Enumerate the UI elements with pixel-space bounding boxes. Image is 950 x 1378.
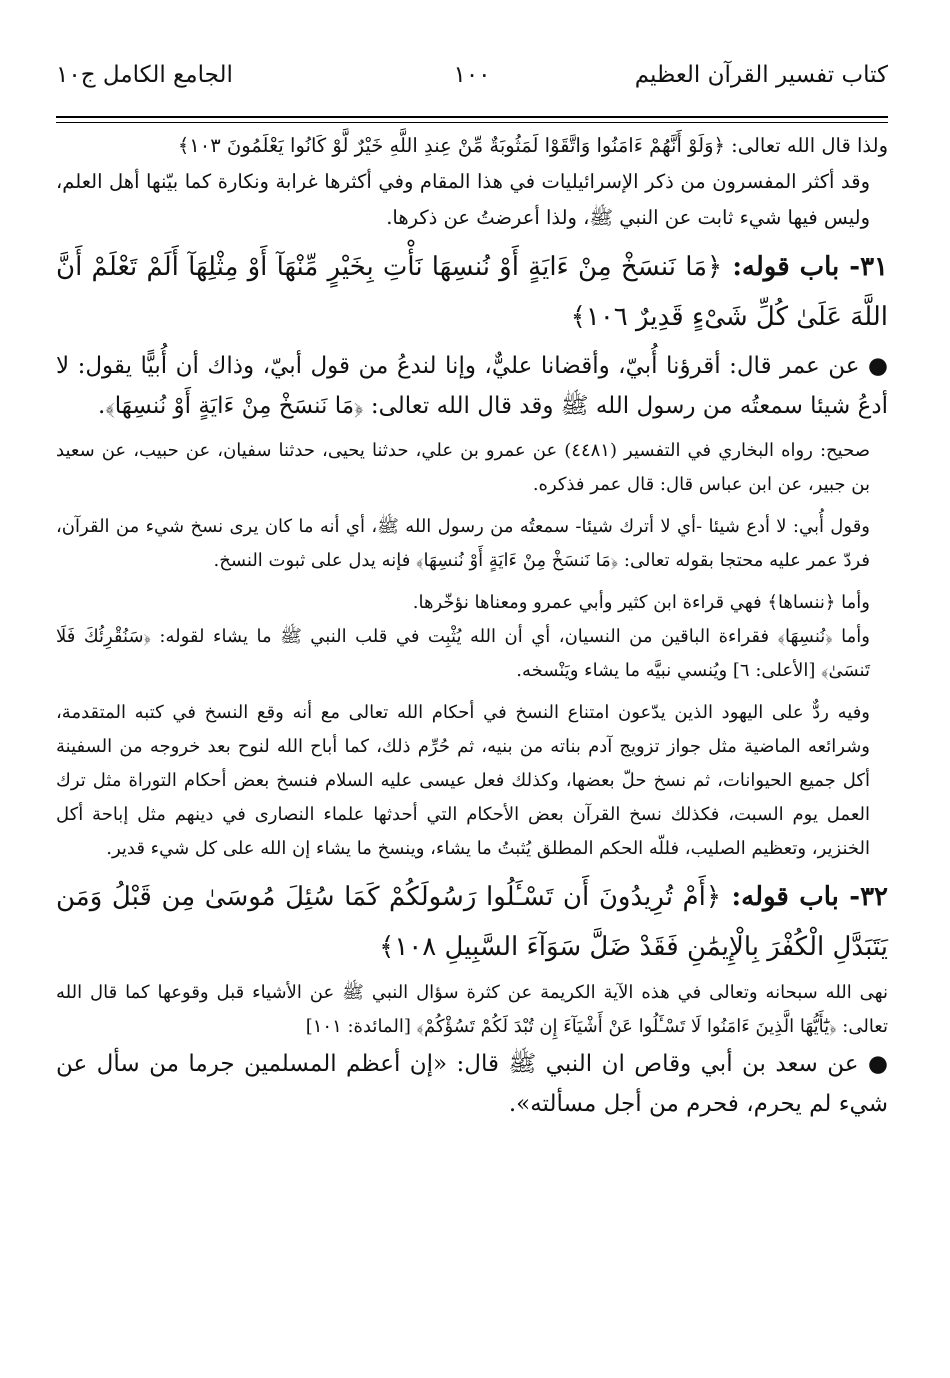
section-heading [56,242,888,342]
hadith-paragraph: ● عن عمر قال: أقرؤنا أُبيّ، وأقضانا عليٌّ، وإنا لندعُ من قول أبيّ، وذاك أن أُبيًّا يقول: لا أدعُ شيئا سمعتُه من رسول الله ﷺ وقد قال الله تعالى: ﴿مَا نَنسَخْ مِنْ ءَايَةٍ أَوْ نُنسِهَا﴾. [56,353,888,419]
page-number: ١٠٠ [453,62,491,88]
header-rule-thick [56,116,888,118]
section-heading [56,872,888,972]
paragraph: ولذا قال الله تعالى: ﴿وَلَوْ أَنَّهُمْ ءَامَنُوا وَاتَّقَوْا لَمَثُوبَةٌ مِّنْ عِندِ اللَّهِ خَيْرٌ لَّوْ كَانُوا يَعْلَمُونَ ١٠٣﴾ [177,134,888,157]
page-body [56,128,888,1124]
paragraph: وقول أُبي: لا أدع شيئا -أي لا أترك شيئا- سمعتُه من رسول الله ﷺ، أي أنه ما كان يرى نسخ شيء من القرآن، فردّ عمر عليه محتجا بقوله تعالى: ﴿مَا نَنسَخْ مِنْ ءَايَةٍ أَوْ نُنسِهَا﴾ فإنه يدل على ثبوت النسخ. [56,516,870,571]
heading-label: ٣١- باب قوله: [732,252,888,282]
paragraph: وفيه ردٌّ على اليهود الذين يدّعون امتناع النسخ في أحكام الله تعالى مع أنه وقع النسخ في كتبه المتقدمة، وشرائعه الماضية مثل جواز تزويج آدم بناته من بنيه، ثم حُرِّم ذلك، كما أباح الله لنوح بعد خروجه من السفينة أكل جميع الحيوانات، ثم نسخ حلّ بعضها، وكذلك فعل عيسى عليه السلام فنسخ بعض أحكام التوراة مثل ترك العمل يوم السبت، فكذلك نسخ القرآن بعض الأحكام التي أحدثها علماء النصارى في دينهم مثل إباحة أكل الخنزير، وتعظيم الصليب، فللّه الحكم المطلق يُثبتُ ما يشاء، وينسخ ما يشاء إن الله على كل شيء قدير. [56,702,870,859]
paragraph: صحيح: رواه البخاري في التفسير (٤٤٨١) عن عمرو بن علي، حدثنا يحيى، حدثنا سفيان، عن حبيب، عن سعيد بن جبير، عن ابن عباس قال: قال عمر فذكره. [56,440,870,495]
heading-label: ٣٢- باب قوله: [731,882,888,912]
page-header [56,62,888,106]
book-title: كتاب تفسير القرآن العظيم [634,62,888,88]
header-rule-thin [56,122,888,123]
heading-verse: ﴿مَا نَنسَخْ مِنْ ءَايَةٍ أَوْ نُنسِهَا نَأْتِ بِخَيْرٍ مِّنْهَآ أَوْ مِثْلِهَآ أَلَمْ تَعْلَمْ أَنَّ اللَّهَ عَلَىٰ كُلِّ شَىْءٍ قَدِيرٌ ١٠٦﴾ [56,252,888,332]
volume-label: الجامع الكامل ج١٠ [56,62,233,88]
paragraph: وأما ﴿ننساها﴾ فهي قراءة ابن كثير وأبي عمرو ومعناها نؤخّرها. [412,592,870,613]
paragraph: نهى الله سبحانه وتعالى في هذه الآية الكريمة عن كثرة سؤال النبي ﷺ عن الأشياء قبل وقوعها كما قال الله تعالى: ﴿يَٰٓأَيُّهَا الَّذِينَ ءَامَنُوا لَا تَسْـَٔلُوا عَنْ أَشْيَآءَ إِن تُبْدَ لَكُمْ تَسُؤْكُمْ﴾ [المائدة: ١٠١] [56,982,888,1037]
paragraph: وأما ﴿نُنسِهَا﴾ فقراءة الباقين من النسيان، أي أن الله يُثْبِت في قلب النبي ﷺ ما يشاء لقوله: ﴿سَنُقْرِئُكَ فَلَا تَنسَىٰ﴾ [الأعلى: ٦] ويُنسي نبيَّه ما يشاء ويَنْسخه. [56,626,870,681]
hadith-paragraph: ● عن سعد بن أبي وقاص ان النبي ﷺ قال: «إن أعظم المسلمين جرما من سأل عن شيء لم يحرم، فحرم من أجل مسألته». [56,1051,888,1117]
heading-verse: ﴿أَمْ تُرِيدُونَ أَن تَسْـَٔلُوا رَسُولَكُمْ كَمَا سُئِلَ مُوسَىٰ مِن قَبْلُ وَمَن يَتَبَدَّلِ الْكُفْرَ بِالْإِيمَٰنِ فَقَدْ ضَلَّ سَوَآءَ السَّبِيلِ ١٠٨﴾ [56,882,888,962]
paragraph: وقد أكثر المفسرون من ذكر الإسرائيليات في هذا المقام وفي أكثرها غرابة ونكارة كما بيّنها أهل العلم، وليس فيها شيء ثابت عن النبي ﷺ، ولذا أعرضتُ عن ذكرها. [56,170,870,229]
